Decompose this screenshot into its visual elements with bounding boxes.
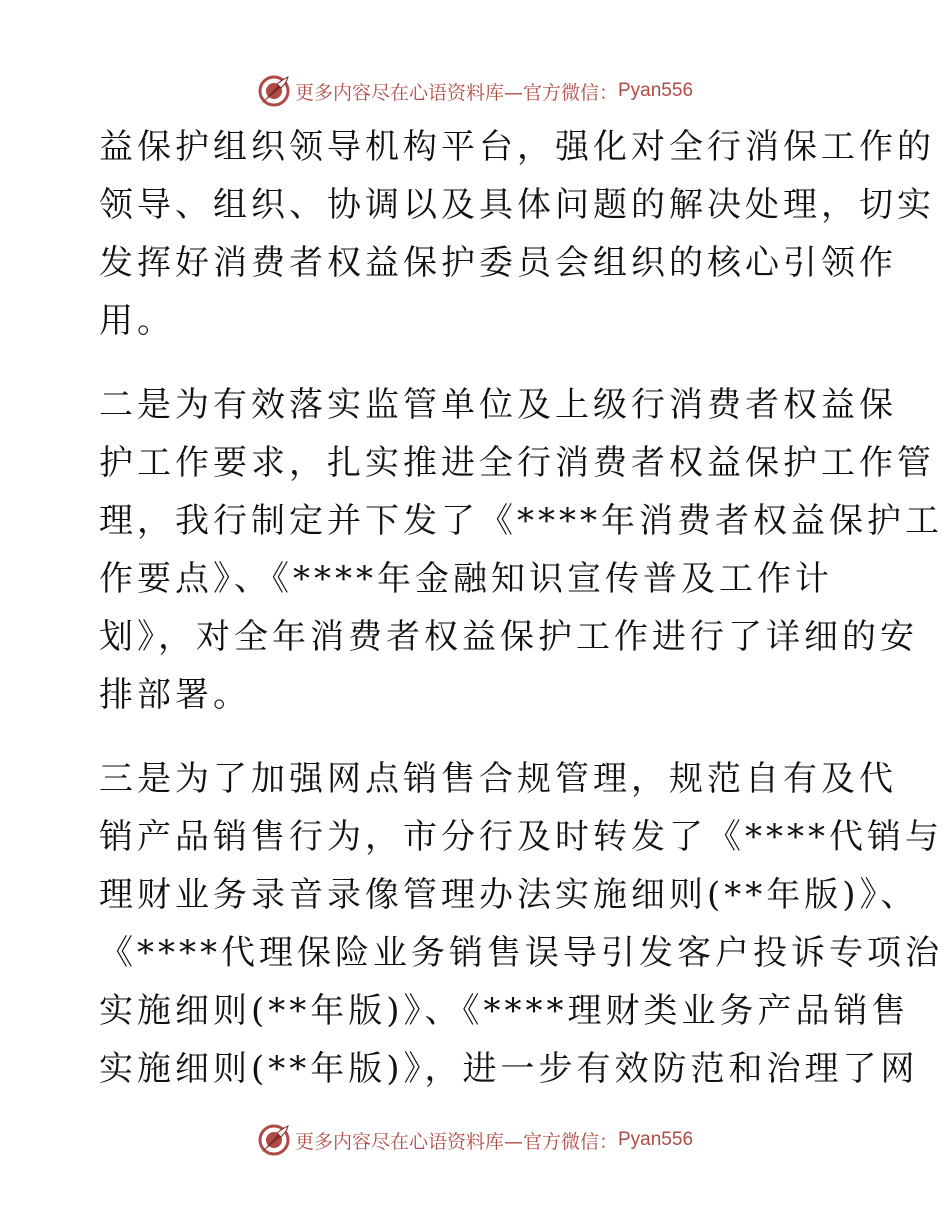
text-line: 实施细则(**年版)》，进一步有效防范和治理了网 <box>99 1049 919 1089</box>
text-line: 理，我行制定并下发了《****年消费者权益保护工 <box>99 501 943 541</box>
text-line: 领导、组织、协调以及具体问题的解决处理，切实 <box>99 185 935 225</box>
feather-logo-icon <box>257 74 291 108</box>
text-line: 实施细则(**年版)》、《****理财类业务产品销售 <box>99 991 910 1031</box>
watermark-text: 更多内容尽在心语资料库—官方微信： <box>294 81 618 104</box>
text-line: 《****代理保险业务销售误导引发客户投诉专项治 <box>99 933 943 973</box>
paragraph <box>99 376 943 724</box>
text-line: 理财业务录音录像管理办法实施细则(**年版)》、 <box>99 875 919 915</box>
document-body <box>99 118 943 1098</box>
text-line: 益保护组织领导机构平台，强化对全行消保工作的 <box>99 127 935 167</box>
text-line: 销产品销售行为，市分行及时转发了《****代销与 <box>99 817 943 857</box>
text-line: 护工作要求，扎实推进全行消费者权益保护工作管 <box>99 443 935 483</box>
watermark-text: 更多内容尽在心语资料库—官方微信： <box>294 1130 618 1153</box>
feather-logo-icon <box>257 1123 291 1157</box>
paragraph <box>99 750 943 1098</box>
text-line: 发挥好消费者权益保护委员会组织的核心引领作 <box>99 243 897 283</box>
text-line: 三是为了加强网点销售合规管理，规范自有及代 <box>99 759 897 799</box>
paragraph <box>99 118 935 350</box>
text-line: 作要点》、《****年金融知识宣传普及工作计 <box>99 559 833 599</box>
text-line: 二是为有效落实监管单位及上级行消费者权益保 <box>99 385 897 425</box>
watermark-wechat-id: Pyan556 <box>618 1129 694 1150</box>
text-line: 用。 <box>99 301 175 341</box>
text-line: 划》，对全年消费者权益保护工作进行了详细的安 <box>99 617 918 657</box>
header-watermark <box>0 71 950 111</box>
watermark-wechat-id: Pyan556 <box>618 80 694 101</box>
footer-watermark <box>0 1120 950 1160</box>
text-line: 排部署。 <box>99 675 251 715</box>
